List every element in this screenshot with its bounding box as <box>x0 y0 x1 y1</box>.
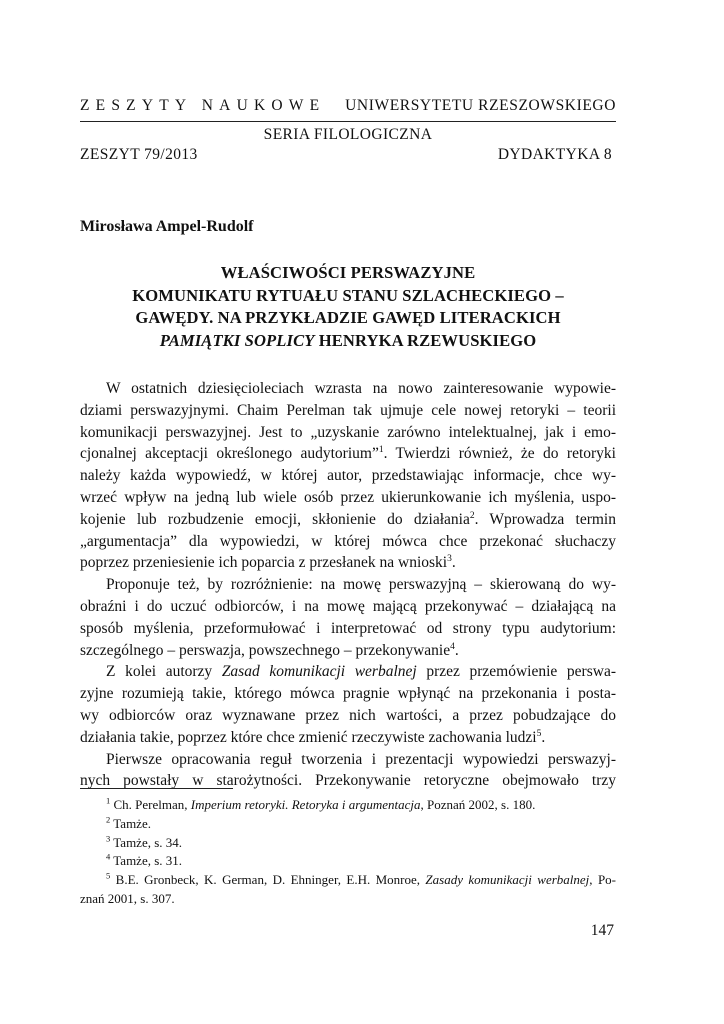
journal-header <box>80 97 616 115</box>
text-line: zyjne rozumieją takie, którego mówca pragnie wpłynąć na przekonania i posta- <box>80 685 616 703</box>
footnote-5 <box>80 871 616 890</box>
text-line: wy odbiorców oraz wyznawane przez nich wartości, a przez pobudzające do <box>80 706 616 724</box>
text-line: należy każda wypowiedź, w której autor, przedstawiając informacje, chce wy- <box>80 467 616 485</box>
text-segment: . Twierdzi również, że do retoryki <box>383 445 616 463</box>
text-segment: . <box>451 554 456 572</box>
text-segment: poprzez przeniesienie ich poparcia z przesłanek na wnioski <box>80 554 448 572</box>
footnote-text: Tamże, s. 31. <box>110 853 183 869</box>
footnote-2 <box>80 815 616 834</box>
text-line: dziami perswazyjnymi. Chaim Perelman tak ujmuje cele nowej retoryki – teorii <box>80 401 616 419</box>
footnote-1 <box>80 796 616 815</box>
footnote-title: Zasady komunikacji werbalnej <box>425 872 590 888</box>
footnote-5-continued: znań 2001, s. 307. <box>80 890 175 906</box>
footnote-text: B.E. Gronbeck, K. German, D. Ehninger, E.H. Monroe, <box>110 872 426 888</box>
title-line: KOMUNIKATU RYTUAŁU STANU SZLACHECKIEGO – <box>132 285 564 305</box>
text-segment: kojenie lub rozbudzenie emocji, skłonienie do działania <box>80 510 470 528</box>
text-line <box>80 640 616 662</box>
text-line: „argumentacja” dla wypowiedzi, w której mówca chce przekonać słuchaczy <box>80 532 616 550</box>
footnote-text: Tamże, s. 34. <box>110 834 183 850</box>
footnote-ref[interactable]: 4 <box>450 641 455 652</box>
title-line: GAWĘDY. NA PRZYKŁADZIE GAWĘD LITERACKICH <box>135 308 561 327</box>
footnote-ref[interactable]: 1 <box>378 445 384 456</box>
text-line <box>80 443 616 465</box>
footnote-ref[interactable]: 3 <box>447 554 452 565</box>
footnotes <box>80 796 616 909</box>
text-line <box>80 509 616 531</box>
footnote-text: Tamże. <box>110 815 151 831</box>
section-name: DYDAKTYKA 8 <box>497 146 612 163</box>
text-segment: . <box>454 641 459 659</box>
footnote-4 <box>80 852 616 871</box>
title-line: WŁAŚCIWOŚCI PERSWAZYJNE <box>220 263 476 282</box>
text-segment: Z kolei autorzy <box>106 663 222 681</box>
text-line: W ostatnich dziesięcioleciach wzrasta na nowo zainteresowanie wypowie- <box>106 380 616 397</box>
footnote-3 <box>80 834 616 853</box>
body-text <box>80 378 616 792</box>
footnote-number: 5 <box>106 870 111 881</box>
text-segment: działania takie, poprzez które chce zmienić rzeczywiste zachowania ludzi <box>80 728 537 746</box>
text-line <box>80 661 616 683</box>
text-line: Pierwsze opracowania reguł tworzenia i prezentacji wypowiedzi perswazyj- <box>106 750 616 768</box>
header-rule <box>80 121 616 122</box>
text-segment: . <box>541 728 546 746</box>
text-segment: . Wprowadza termin <box>474 510 616 528</box>
footnote-text: Ch. Perelman, <box>110 797 191 812</box>
footnote-text: , Poznań 2002, s. 180. <box>420 797 536 812</box>
footnote-rule <box>80 788 233 789</box>
journal-name: ZESZYTY NAUKOWE <box>80 97 326 114</box>
title-italic: PAMIĄTKI SOPLICY <box>159 330 315 350</box>
text-line: komunikacji perswazyjnej. Jest to „uzyskanie zarówno intelektualnej, jak i emo- <box>80 423 616 441</box>
author-name: Mirosława Ampel-Rudolf <box>80 218 254 235</box>
text-line: Proponuje też, by rozróżnienie: na mowę perswazyjną – skierowaną do wy- <box>106 576 616 594</box>
article-title <box>80 262 616 352</box>
page-number: 147 <box>590 922 614 939</box>
issue-row <box>80 146 612 164</box>
footnote-number: 2 <box>106 814 111 825</box>
text-line <box>80 727 616 749</box>
university-name: UNIWERSYTETU RZESZOWSKIEGO <box>345 97 616 114</box>
footnote-ref[interactable]: 5 <box>536 728 542 739</box>
text-line: nych powstały w starożytności. Przekonywanie retoryczne obejmowało trzy <box>80 772 616 790</box>
footnote-text: , Po- <box>589 872 616 888</box>
footnote-ref[interactable]: 2 <box>469 510 475 521</box>
cited-title: Zasad komunikacji werbalnej <box>221 663 417 681</box>
text-line: wrzeć wpływ na jedną lub wiele osób przez ukierunkowanie ich myślenia, uspo- <box>80 488 616 506</box>
text-line: obraźni i do uczuć odbiorców, i na mowę mającą przekonywać – działającą na <box>80 597 616 615</box>
series-name: SERIA FILOLOGICZNA <box>263 126 433 143</box>
issue-number: ZESZYT 79/2013 <box>80 146 198 163</box>
footnote-number: 3 <box>106 833 111 844</box>
text-line <box>80 552 616 574</box>
text-segment: przez przemówienie perswa- <box>416 663 616 681</box>
footnote-title: Imperium retoryki. Retoryka i argumentacja <box>190 797 421 812</box>
title-rest: HENRYKA RZEWUSKIEGO <box>314 330 537 350</box>
title-line <box>80 330 616 353</box>
text-segment: szczególnego – perswazja, powszechnego – przekonywanie <box>80 641 451 659</box>
footnote-number: 1 <box>106 795 111 806</box>
text-segment: cjonalnej akceptacji określonego audytorium” <box>80 445 379 463</box>
footnote-number: 4 <box>106 852 111 863</box>
text-line: sposób myślenia, przeformułować i interpretować od strony typu audytorium: <box>80 619 616 637</box>
